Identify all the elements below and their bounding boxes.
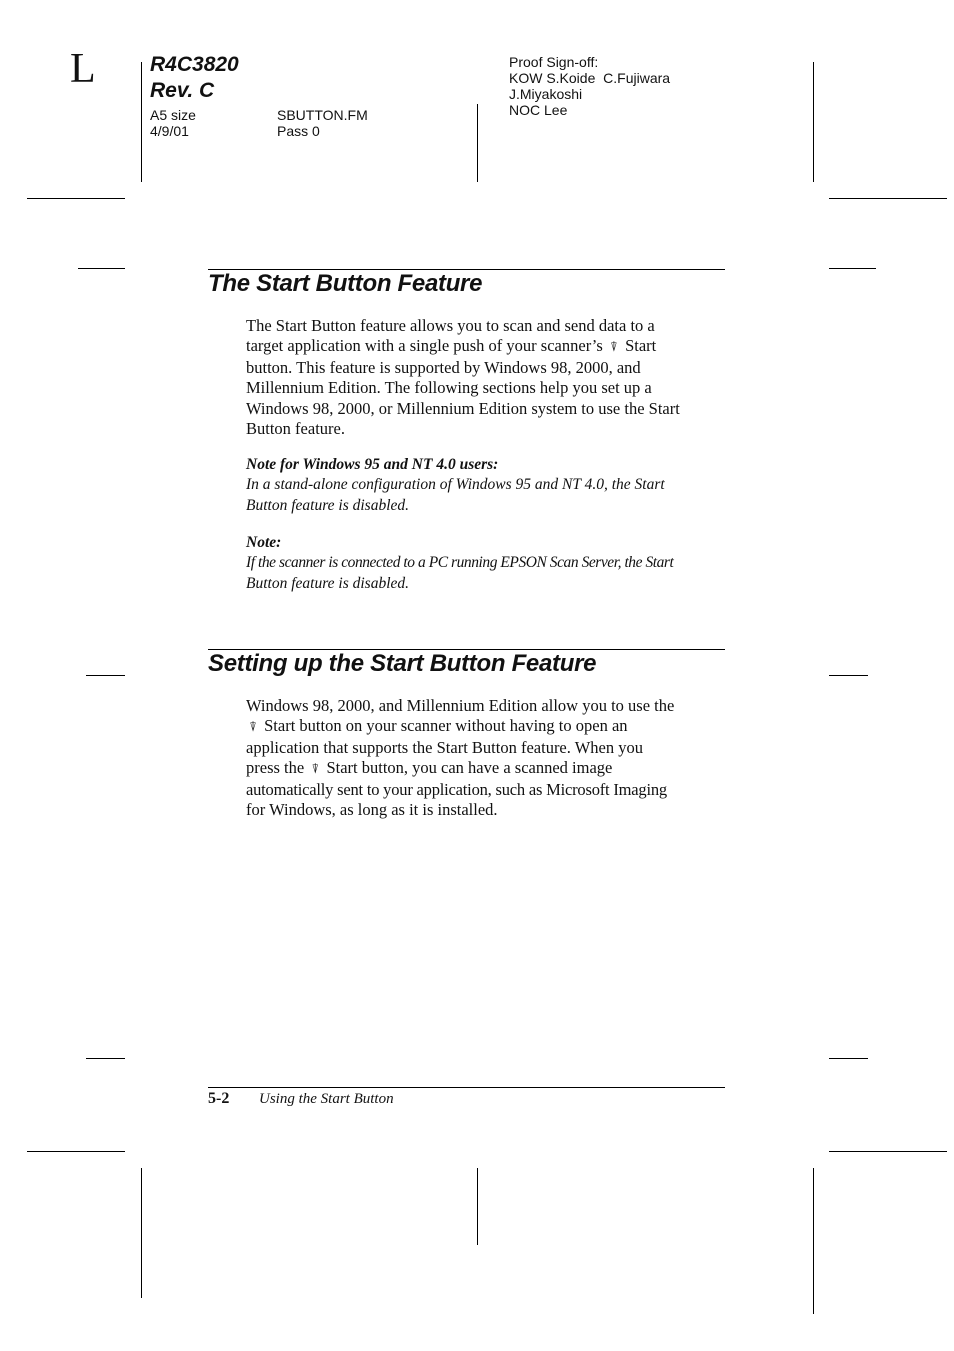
section-heading: The Start Button Feature: [208, 270, 483, 297]
page-side-letter: L: [70, 46, 96, 92]
crop-mark: [86, 675, 125, 676]
body-text: Start: [625, 336, 657, 356]
pass-number: Pass 0: [277, 123, 320, 139]
proof-names-3: NOC Lee: [509, 102, 568, 118]
page-number: 5-2: [208, 1090, 230, 1107]
body-line: The Start Button feature allows you to scan and send data to a: [246, 316, 655, 335]
body-line: for Windows, as long as it is installed.: [246, 800, 498, 820]
paper-size: A5 size: [150, 107, 196, 123]
chapter-title: Using the Start Button: [259, 1091, 394, 1107]
note-text: If the scanner is connected to a PC running EPSON Scan Server, the Start: [246, 554, 674, 572]
body-text: Start button, you can have a scanned image: [326, 758, 613, 778]
start-button-icon: ⍒: [311, 761, 320, 777]
crop-mark: [829, 198, 947, 199]
proof-names-2: J.Miyakoshi: [509, 86, 583, 102]
note-text: Button feature is disabled.: [246, 574, 410, 592]
start-button-icon: ⍒: [610, 339, 618, 355]
crop-mark: [86, 1058, 125, 1059]
body-line: Windows 98, 2000, or Millennium Edition system to use the Start: [246, 398, 680, 418]
body-text: press the: [246, 758, 305, 778]
file-pass: [277, 107, 368, 139]
note-text: In a stand-alone configuration of Windows 95 and NT 4.0, the Start: [246, 476, 665, 494]
body-line: button. This feature is supported by Windows 98, 2000, and: [246, 357, 641, 377]
note-windows95: [246, 455, 724, 516]
model-revision: [150, 52, 239, 104]
size-date: [150, 107, 196, 139]
crop-mark: [829, 675, 868, 676]
section-heading: Setting up the Start Button Feature: [208, 650, 597, 677]
revision: Rev. C: [150, 79, 215, 102]
section-body: [246, 696, 724, 820]
footer-rule: [208, 1087, 725, 1088]
proof-signoff: [509, 54, 670, 118]
body-text: Start button on your scanner without having to open an: [264, 716, 628, 736]
start-button-icon: ⍒: [249, 719, 257, 735]
note-title: Note for Windows 95 and NT 4.0 users:: [246, 456, 499, 473]
note-text: Button feature is disabled.: [246, 496, 410, 514]
note-epson-scan-server: [246, 533, 724, 594]
crop-mark: [27, 1151, 125, 1152]
crop-mark: [477, 104, 478, 182]
crop-mark: [141, 1168, 142, 1298]
body-line: Millennium Edition. The following sections help you set up a: [246, 378, 652, 398]
body-line: Windows 98, 2000, and Millennium Edition allow you to use the: [246, 696, 675, 715]
crop-mark: [477, 1168, 478, 1245]
crop-mark: [813, 1168, 814, 1314]
crop-mark: [829, 268, 876, 269]
body-line: [246, 758, 724, 779]
proof-names-1: KOW S.Koide C.Fujiwara: [509, 70, 671, 86]
note-title: Note:: [246, 534, 282, 551]
body-line: [246, 336, 724, 357]
crop-mark: [27, 198, 125, 199]
body-line: automatically sent to your application, such as Microsoft Imaging: [246, 779, 667, 799]
model-number: R4C3820: [150, 53, 239, 76]
print-date: 4/9/01: [150, 123, 189, 139]
crop-mark: [141, 62, 142, 182]
body-line: application that supports the Start Button feature. When you: [246, 737, 643, 757]
section-body: [246, 316, 724, 439]
proof-label: Proof Sign-off:: [509, 54, 599, 70]
body-line: [246, 716, 724, 737]
crop-mark: [829, 1151, 947, 1152]
body-text: target application with a single push of your scanner’s: [246, 336, 603, 356]
file-name: SBUTTON.FM: [277, 107, 368, 123]
crop-mark: [78, 268, 125, 269]
crop-mark: [813, 62, 814, 182]
crop-mark: [829, 1058, 868, 1059]
body-line: Button feature.: [246, 419, 345, 439]
